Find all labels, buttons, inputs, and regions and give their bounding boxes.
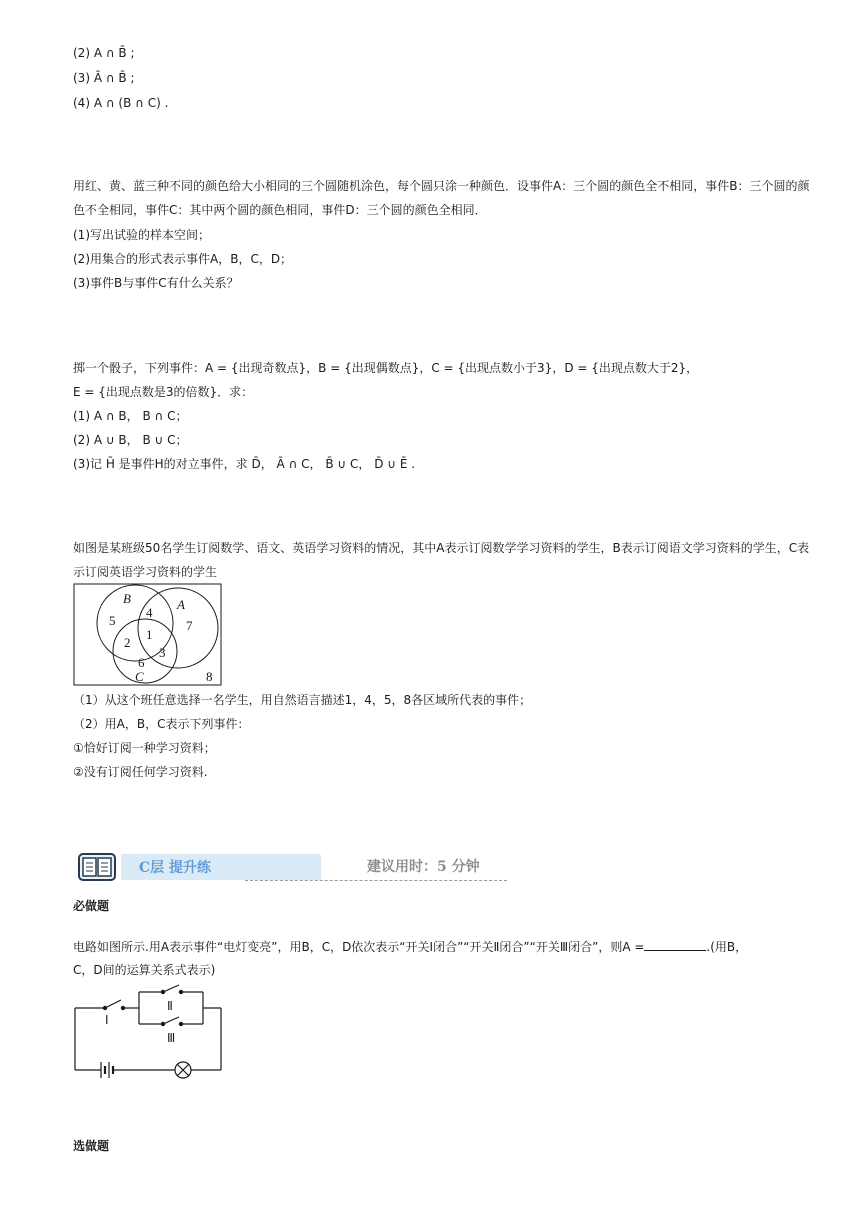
banner-title: C层 提升练	[139, 860, 212, 876]
venn-label-c: C	[135, 669, 144, 684]
switch-label-3: Ⅲ	[167, 1031, 176, 1045]
answer-blank[interactable]	[644, 938, 706, 951]
banner-dashed-rule	[245, 880, 507, 881]
dice-sub1: (1) A ∩ B， B ∩ C；	[73, 409, 188, 423]
venn-region: 2	[124, 635, 131, 650]
venn-diagram	[73, 583, 223, 687]
venn-sub1: （1）从这个班任意选择一名学生，用自然语言描述1，4，5，8各区域所代表的事件；	[73, 693, 532, 707]
circuit-diagram	[73, 982, 223, 1086]
optional-heading: 选做题	[73, 1139, 110, 1153]
circuit-stem-line2: C，D间的运算关系式表示)	[73, 963, 216, 977]
venn-item1: ①恰好订阅一种学习资料；	[73, 741, 216, 755]
venn-region: 8	[206, 669, 213, 684]
venn-region: 4	[146, 605, 153, 620]
banner-time: 建议用时：5 分钟	[367, 859, 480, 875]
colors-sub1: (1)写出试验的样本空间；	[73, 228, 210, 242]
dice-stem-line1: 掷一个骰子，下列事件：A = {出现奇数点}，B = {出现偶数点}，C = {出现点数小于3}，D = {出现点数大于2}，	[73, 361, 699, 375]
dice-sub3: (3)记 H̄ 是事件H的对立事件，求 D̄， Ā ∩ C， B̄ ∪ C， D̄ ∪ Ē .	[73, 457, 416, 471]
colors-sub3: (3)事件B与事件C有什么关系？	[73, 276, 239, 290]
venn-label-b: B	[123, 591, 131, 606]
venn-item2: ②没有订阅任何学习资料.	[73, 765, 208, 779]
venn-sub2: （2）用A，B，C表示下列事件：	[73, 717, 250, 731]
venn-region: 6	[138, 655, 145, 670]
colors-stem-line1: 用红、黄、蓝三种不同的颜色给大小相同的三个圆随机涂色，每个圆只涂一种颜色．设事件A：三个圆的颜色全不相同，事件B：三个圆的颜	[73, 179, 810, 193]
switch-label-2: Ⅱ	[167, 999, 173, 1013]
dice-stem-line2: E = {出现点数是3的倍数}．求：	[73, 385, 254, 399]
switch-label-1: Ⅰ	[105, 1013, 109, 1027]
venn-region: 1	[146, 627, 153, 642]
venn-stem-line1: 如图是某班级50名学生订阅数学、语文、英语学习资料的情况，其中A表示订阅数学学习资料的学生，B表示订阅语文学习资料的学生，C表	[73, 541, 810, 555]
circuit-stem-line1	[73, 938, 747, 955]
venn-region: 3	[159, 645, 166, 660]
venn-region: 5	[109, 613, 116, 628]
venn-label-a: A	[177, 597, 185, 612]
venn-stem-line2: 示订阅英语学习资料的学生	[73, 565, 218, 579]
item-4: (4) A ∩ (B ∩ C) .	[73, 96, 169, 110]
item-3: (3) Ā ∩ B̄ ;	[73, 71, 135, 85]
item-2: (2) A ∩ B̄ ;	[73, 46, 135, 60]
venn-region: 7	[186, 618, 193, 633]
required-heading: 必做题	[73, 899, 110, 913]
book-icon	[77, 848, 117, 884]
colors-sub2: (2)用集合的形式表示事件A，B，C，D；	[73, 252, 293, 266]
circuit-stem-text: 电路如图所示.用A表示事件“电灯变亮”，用B，C，D依次表示“开关Ⅰ闭合”“开关Ⅱ闭合”“开关Ⅲ闭合”，则A =	[73, 940, 645, 954]
dice-sub2: (2) A ∪ B， B ∪ C；	[73, 433, 188, 447]
circuit-stem-tail: .(用B，	[706, 940, 748, 954]
section-banner	[73, 842, 513, 886]
colors-stem-line2: 色不全相同，事件C：其中两个圆的颜色相同，事件D：三个圆的颜色全相同．	[73, 203, 487, 217]
